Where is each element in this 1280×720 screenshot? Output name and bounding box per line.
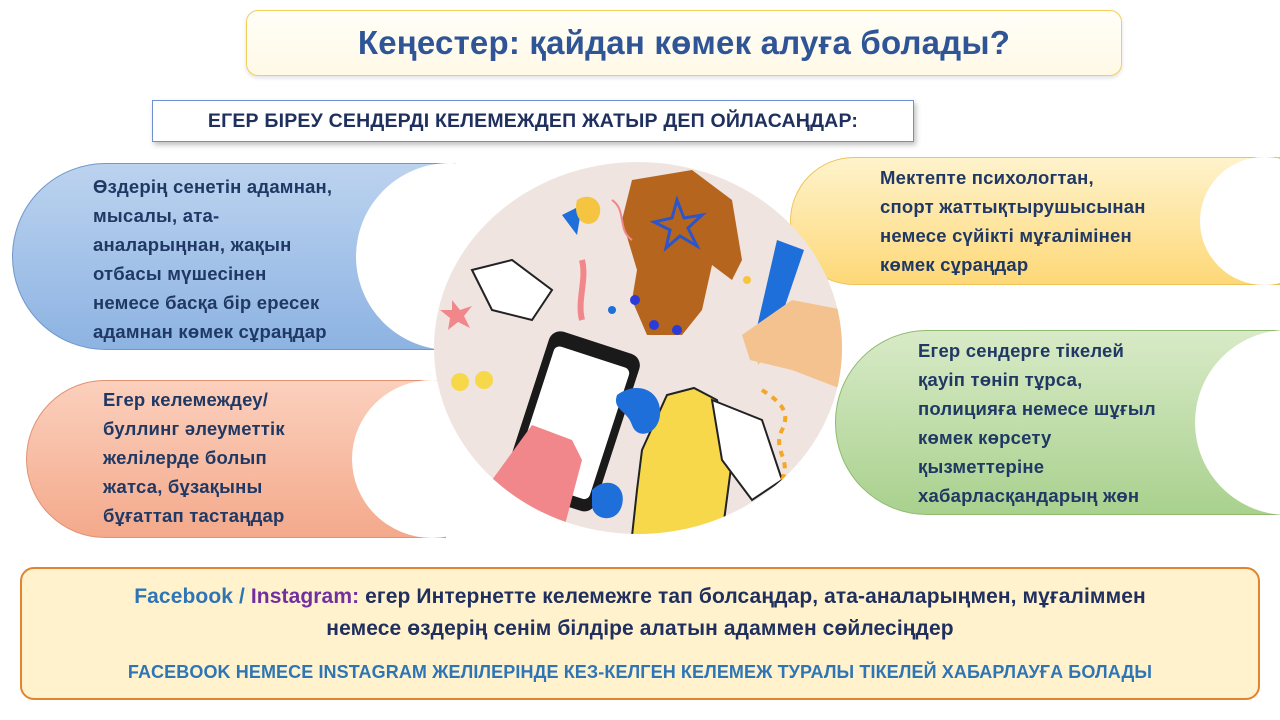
page-title: Кеңестер: қайдан көмек алуға болады? — [357, 24, 1011, 61]
hands-illustration — [432, 160, 844, 536]
facebook-label: Facebook — [134, 585, 234, 608]
tip-emergency: Егер сендерге тікелей қауіп төніп тұрса, полицияға немесе шұғыл көмек көрсету қызметтеріне хабарласқандарың жөн — [918, 340, 1156, 506]
tip-trusted-adult: Өздерің сенетін адамнан, мысалы, ата- аналарыңнан, жақын отбасы мүшесінен немесе басқа бір ересек адамнан көмек сұраңдар — [93, 176, 333, 342]
subtitle-box — [152, 100, 914, 142]
smile-icon — [451, 373, 469, 391]
smile-icon — [475, 371, 493, 389]
instagram-label: Instagram: — [250, 585, 360, 608]
bottom-line-3: FACEBOOK НЕМЕСЕ INSTAGRAM ЖЕЛІЛЕРІНДЕ КЕЗ-КЕЛГЕН КЕЛЕМЕЖ ТУРАЛЫ ТІКЕЛЕЙ ХАБАРЛАУҒА БОЛАДЫ — [127, 662, 1153, 682]
bottom-line-1 — [20, 585, 1260, 609]
tip-block-bully: Егер келемеждеу/ буллинг әлеуметтік желілерде болып жатса, бұзақыны бұғаттап тастаңдар — [103, 389, 285, 526]
bottom-line-1-text: егер Интернетте келемежге тап болсаңдар, ата-аналарыңмен, мұғаліммен — [359, 585, 1146, 608]
subtitle: ЕГЕР БІРЕУ СЕНДЕРДІ КЕЛЕМЕЖДЕП ЖАТЫР ДЕП ОЙЛАСАҢДАР: — [207, 109, 859, 132]
label-separator: / — [233, 585, 251, 608]
tip-school-staff: Мектепте психологтан, спорт жаттықтырушысынан немесе сүйікті мұғалімінен көмек сұраңдар — [880, 167, 1146, 275]
bottom-line-2: немесе өздерің сенім білдіре алатын адаммен сөйлесіңдер — [326, 617, 954, 640]
title-box — [246, 10, 1122, 76]
